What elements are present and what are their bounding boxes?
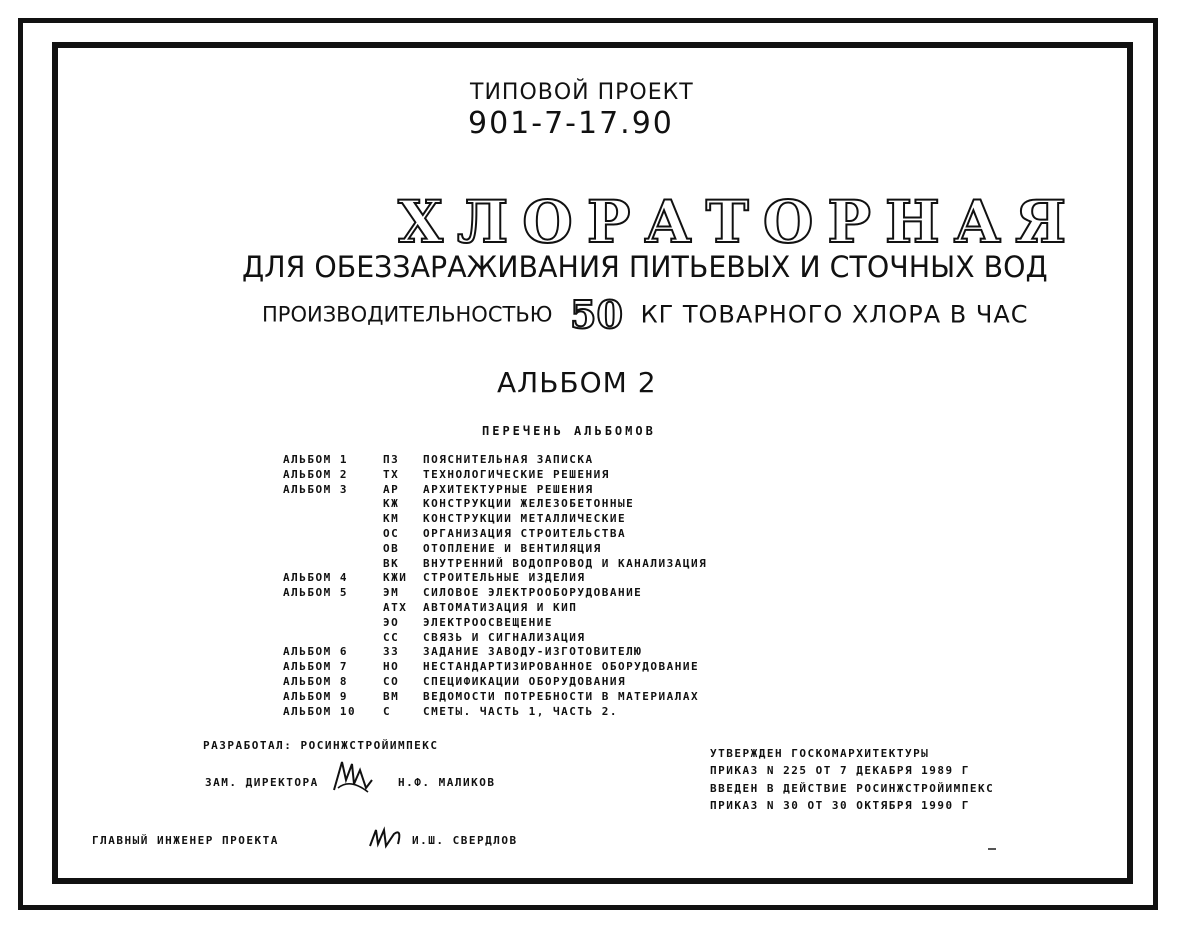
album-code: С (383, 704, 392, 718)
album-title-text: АРХИТЕКТУРНЫЕ РЕШЕНИЯ (423, 482, 594, 496)
album-number: АЛЬБОМ 1 (283, 453, 348, 466)
album-number: АЛЬБОМ 9 (283, 689, 348, 703)
album-title-text: ЗАДАНИЕ ЗАВОДУ-ИЗГОТОВИТЕЛЮ (423, 645, 643, 659)
title-main: ХЛОРАТОРНАЯ (398, 188, 1081, 256)
album-code: НО (383, 660, 400, 674)
album-number: АЛЬБОМ 3 (283, 482, 348, 496)
album-title-text: ЭЛЕКТРООСВЕЩЕНИЕ (423, 615, 553, 629)
album-row (283, 557, 707, 572)
album-code: КЖ (383, 497, 400, 511)
album-number: АЛЬБОМ 7 (283, 660, 348, 674)
album-code: СС (383, 630, 400, 644)
deputy-signature (328, 758, 378, 798)
album-number: АЛЬБОМ 4 (283, 571, 348, 585)
album-code: КМ (383, 512, 400, 526)
title-line2 (262, 292, 1029, 342)
album-code: ОВ (383, 541, 400, 555)
album-title-text: СПЕЦИФИКАЦИИ ОБОРУДОВАНИЯ (423, 674, 627, 688)
album-row (283, 690, 707, 705)
dash-mark (988, 848, 996, 850)
title-line2-prefix: ПРОИЗВОДИТЕЛЬНОСТЬЮ (262, 302, 553, 327)
project-number: 901-7-17.90 (468, 106, 674, 141)
album-title-text: ВНУТРЕННИЙ ВОДОПРОВОД И КАНАЛИЗАЦИЯ (423, 556, 708, 570)
album-title-text: НЕСТАНДАРТИЗИРОВАННОЕ ОБОРУДОВАНИЕ (423, 660, 700, 674)
album-title-text: АВТОМАТИЗАЦИЯ И КИП (423, 600, 578, 614)
albums-table (283, 453, 707, 719)
album-title-text: ОТОПЛЕНИЕ И ВЕНТИЛЯЦИЯ (423, 541, 602, 555)
album-row (283, 453, 707, 468)
album-row (283, 660, 707, 675)
album-row (283, 616, 707, 631)
album-code: ОС (383, 526, 400, 540)
album-number: АЛЬБОМ 5 (283, 586, 348, 600)
album-title-text: СТРОИТЕЛЬНЫЕ ИЗДЕЛИЯ (423, 571, 586, 585)
approval-line3: ВВЕДЕН В ДЕЙСТВИЕ РОСИНЖСТРОЙИМПЕКС (710, 782, 995, 795)
album-row (283, 512, 707, 527)
album-code: ПЗ (383, 453, 400, 466)
title-line2-suffix: КГ ТОВАРНОГО ХЛОРА В ЧАС (640, 300, 1029, 329)
album-row (283, 645, 707, 660)
album-title-text: КОНСТРУКЦИИ МЕТАЛЛИЧЕСКИЕ (423, 512, 627, 526)
album-row (283, 497, 707, 512)
album-row (283, 542, 707, 557)
title-line2-number: 50 (570, 292, 623, 337)
album-number: АЛЬБОМ 8 (283, 674, 348, 688)
album-title-text: СМЕТЫ. ЧАСТЬ 1, ЧАСТЬ 2. (423, 704, 618, 718)
album-code: ВМ (383, 689, 400, 703)
chief-signature (368, 826, 408, 850)
album-title-text: ВЕДОМОСТИ ПОТРЕБНОСТИ В МАТЕРИАЛАХ (423, 689, 700, 703)
album-row (283, 705, 707, 720)
album-title-text: ОРГАНИЗАЦИЯ СТРОИТЕЛЬСТВА (423, 526, 627, 540)
album-row (283, 586, 707, 601)
album-code: АТХ (383, 600, 408, 614)
album-code: ВК (383, 556, 400, 570)
album-row (283, 468, 707, 483)
title-line1: ДЛЯ ОБЕЗЗАРАЖИВАНИЯ ПИТЬЕВЫХ И СТОЧНЫХ ВОД (242, 250, 1048, 284)
albums-heading: ПЕРЕЧЕНЬ АЛЬБОМОВ (482, 424, 656, 438)
album-code: ЭО (383, 615, 400, 629)
album-number: АЛЬБОМ 2 (283, 467, 348, 481)
album-code: АР (383, 482, 400, 496)
album-title-text: ТЕХНОЛОГИЧЕСКИЕ РЕШЕНИЯ (423, 467, 610, 481)
album-row (283, 601, 707, 616)
album-row (283, 483, 707, 498)
deputy-title: ЗАМ. ДИРЕКТОРА (205, 776, 319, 789)
album-code: КЖИ (383, 571, 408, 585)
album-title-text: СВЯЗЬ И СИГНАЛИЗАЦИЯ (423, 630, 586, 644)
album-code: СО (383, 674, 400, 688)
album-number: АЛЬБОМ 6 (283, 645, 348, 659)
album-code: ТХ (383, 467, 400, 481)
project-label: ТИПОВОЙ ПРОЕКТ (470, 80, 694, 105)
album-row (283, 631, 707, 646)
approval-line1: УТВЕРЖДЕН ГОСКОМАРХИТЕКТУРЫ (710, 747, 930, 760)
chief-name: И.Ш. СВЕРДЛОВ (412, 834, 518, 847)
album-title-text: КОНСТРУКЦИИ ЖЕЛЕЗОБЕТОННЫЕ (423, 497, 635, 511)
album-title: АЛЬБОМ 2 (497, 366, 657, 399)
deputy-name: Н.Ф. МАЛИКОВ (398, 776, 496, 789)
developer-line: РАЗРАБОТАЛ: РОСИНЖСТРОЙИМПЕКС (203, 739, 439, 752)
album-row (283, 675, 707, 690)
chief-title: ГЛАВНЫЙ ИНЖЕНЕР ПРОЕКТА (92, 834, 279, 847)
album-number: АЛЬБОМ 10 (283, 704, 357, 718)
album-code: ЭМ (383, 586, 400, 600)
album-title-text: ПОЯСНИТЕЛЬНАЯ ЗАПИСКА (423, 453, 594, 466)
album-row (283, 527, 707, 542)
approval-line2: ПРИКАЗ N 225 ОТ 7 ДЕКАБРЯ 1989 Г (710, 764, 970, 777)
album-title-text: СИЛОВОЕ ЭЛЕКТРООБОРУДОВАНИЕ (423, 586, 643, 600)
approval-line4: ПРИКАЗ N 30 ОТ 30 ОКТЯБРЯ 1990 Г (710, 799, 970, 812)
album-code: ЗЗ (383, 645, 400, 659)
album-row (283, 571, 707, 586)
